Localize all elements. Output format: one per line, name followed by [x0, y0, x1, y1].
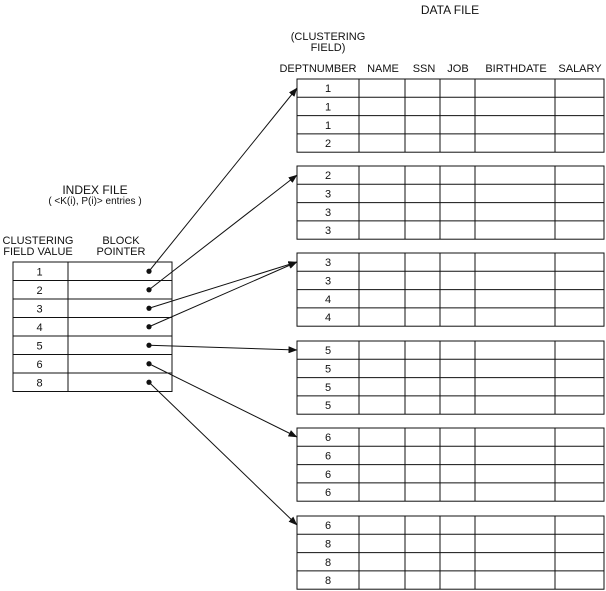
data-record-deptnumber: 3	[324, 188, 332, 201]
data-record-deptnumber: 6	[324, 432, 332, 445]
data-record-deptnumber: 6	[324, 450, 332, 463]
index-entry-value: 1	[36, 266, 43, 279]
data-record-deptnumber: 5	[324, 363, 332, 376]
data-file-title: DATA FILE	[420, 3, 480, 17]
data-record-deptnumber: 3	[324, 206, 332, 219]
index-entry-value: 3	[36, 303, 43, 316]
data-record-deptnumber: 2	[324, 170, 332, 183]
data-record-deptnumber: 3	[324, 225, 332, 238]
index-file-subtitle: ( <K(i), P(i)> entries )	[48, 196, 142, 207]
clustering-field-note-line2: FIELD)	[310, 42, 346, 54]
data-record-deptnumber: 1	[324, 101, 332, 114]
block-pointer-arrow	[149, 262, 297, 308]
index-entry-value: 4	[36, 321, 43, 334]
column-header-name: NAME	[367, 63, 399, 75]
index-entry-value: 8	[36, 377, 43, 390]
data-record-deptnumber: 4	[324, 293, 332, 306]
column-header-deptnumber: DEPTNUMBER	[279, 63, 357, 75]
data-record-deptnumber: 5	[324, 345, 332, 358]
index-col-header-clustering-line2: FIELD VALUE	[3, 246, 73, 258]
index-file-title: INDEX FILE	[62, 183, 128, 197]
block-pointer-arrow	[149, 382, 297, 525]
data-record-deptnumber: 8	[324, 538, 332, 551]
block-pointer-arrow	[149, 364, 297, 437]
block-pointer-arrow	[149, 88, 297, 271]
index-col-header-pointer-line2: POINTER	[96, 246, 146, 258]
data-record-deptnumber: 5	[324, 400, 332, 413]
column-header-ssn: SSN	[412, 63, 436, 75]
data-record-deptnumber: 5	[324, 381, 332, 394]
data-record-deptnumber: 6	[324, 487, 332, 500]
data-record-deptnumber: 1	[324, 83, 332, 96]
block-pointer-arrow	[149, 262, 297, 327]
data-record-deptnumber: 8	[324, 575, 332, 588]
data-record-deptnumber: 6	[324, 520, 332, 533]
column-header-salary: SALARY	[558, 63, 602, 75]
column-header-job: JOB	[447, 63, 469, 75]
data-record-deptnumber: 1	[324, 119, 332, 132]
data-record-deptnumber: 3	[324, 257, 332, 270]
data-record-deptnumber: 3	[324, 275, 332, 288]
data-record-deptnumber: 8	[324, 556, 332, 569]
clustering-field-note-line1: (CLUSTERING	[290, 31, 366, 43]
column-header-birthdate: BIRTHDATE	[485, 63, 547, 75]
block-pointer-arrow	[149, 175, 297, 290]
data-record-deptnumber: 2	[324, 138, 332, 151]
index-entry-value: 6	[36, 358, 43, 371]
block-pointer-arrow	[149, 345, 297, 350]
index-col-header-pointer-line1: BLOCK	[102, 235, 140, 247]
index-entry-value: 5	[36, 340, 43, 353]
index-col-header-clustering-line1: CLUSTERING	[2, 235, 74, 247]
data-record-deptnumber: 6	[324, 468, 332, 481]
index-entry-value: 2	[36, 284, 43, 297]
data-record-deptnumber: 4	[324, 312, 332, 325]
